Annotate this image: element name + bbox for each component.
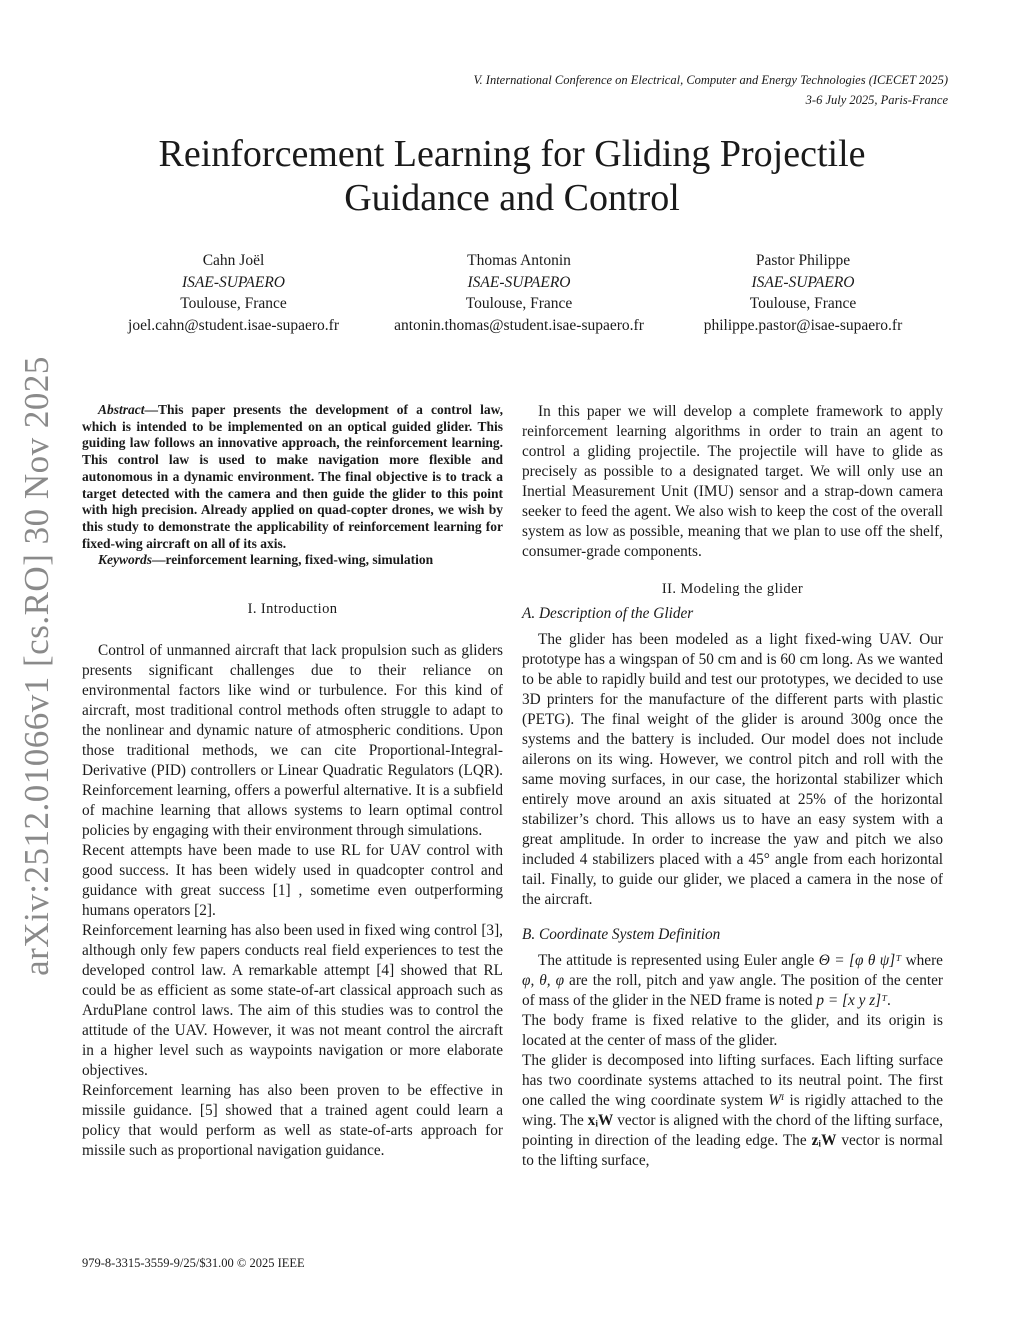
- position-equation: p = [x y z]ᵀ: [816, 992, 888, 1009]
- paragraph: [522, 1051, 943, 1171]
- keywords-label: Keywords: [98, 552, 152, 568]
- text-run: is rigidly attached to the wing. The: [522, 1092, 943, 1129]
- conference-date: 3-6 July 2025, Paris-France: [805, 93, 948, 107]
- wing-frame-symbol: Wⁱ: [768, 1092, 785, 1109]
- author-email: joel.cahn@student.isae-supaero.fr: [128, 316, 339, 334]
- author-affiliation: ISAE-SUPAERO: [181, 273, 286, 291]
- title-line-1: Reinforcement Learning for Gliding Projectile: [158, 133, 866, 175]
- title-line-2: Guidance and Control: [344, 177, 680, 219]
- copyright-footer: 979-8-3315-3559-9/25/$31.00 © 2025 IEEE: [82, 1256, 305, 1270]
- section-heading-modeling: II. Modeling the glider: [661, 581, 804, 597]
- abstract-text: This paper presents the development of a control law, which is intended to be implemented on an optical guided glider. This guiding law follows an innovative approach, the reinforcement learning. This control law is used to make navigation more flexible and autonomous in a dynamic environment. The final objective is to track a target detected with the camera and then guide the glider to this point with high precision. Already applied on quad-copter drones, we wish by this study to demonstrate the applicability of reinforcement learning for fixed-wing aircraft on all of its axis.: [82, 402, 503, 551]
- text-run: vector is aligned with the chord of the lifting surface, pointing in direction of the leading edge. The: [522, 1112, 943, 1149]
- paragraph: Reinforcement learning has also been used in fixed wing control [3], although only few papers conducts real field experiences to test the developed control law. A remarkable attempt [4] showed that RL could be as efficient as some state-of-art classical approach such as ArduPlane control laws. The aim of this studies was to control the attitude of the UAV. However, it was not meant control the aircraft in a higher level such as waypoints navigation or more elaborate objectives.: [82, 922, 503, 1080]
- text-run: .: [887, 992, 891, 1009]
- author-block: [668, 250, 938, 336]
- arxiv-stamp: arXiv:2512.01066v1 [cs.RO] 30 Nov 2025: [17, 356, 56, 976]
- author-email: antonin.thomas@student.isae-supaero.fr: [394, 316, 644, 334]
- text-run: The attitude is represented using Euler angle: [538, 952, 819, 969]
- paragraph: In this paper we will develop a complete framework to apply reinforcement learning algorithms in order to train an agent to control a gliding projectile. The projectile will have to glide as precisely as possible to a designated target. We will only use an Inertial Measurement Unit (IMU) sensor and a strap-down camera seeker to feed the agent. We also wish to keep the cost of the overall system as low as possible, meaning that we plan to use off the shelf, consumer-grade components.: [522, 403, 943, 560]
- abstract: Abstract—This paper presents the development of a control law, which is intended to be implemented on an optical guided glider. This guiding law follows an innovative approach, the reinforcement learning. This control law is used to make navigation more flexible and autonomous in a dynamic environment. The final objective is to track a target detected with the camera and then guide the glider to this point with high precision. Already applied on quad-copter drones, we wish by this study to demonstrate the applicability of reinforcement learning for fixed-wing aircraft on all of its axis.: [82, 402, 503, 551]
- conference-header: V. International Conference on Electrical, Computer and Energy Technologies (ICECET 2025): [473, 73, 948, 87]
- paragraph: Reinforcement learning has also been proven to be effective in missile guidance. [5] showed that a trained agent could learn a policy that would perform as well as state-of-arts approach for missile such as proportional navigation guidance.: [82, 1082, 503, 1160]
- author-email: philippe.pastor@isae-supaero.fr: [703, 316, 903, 334]
- paper-title: [0, 132, 1024, 220]
- angle-variables: φ, θ, φ: [522, 972, 565, 989]
- paragraph: Control of unmanned aircraft that lack propulsion such as gliders presents significant challenges due to their reliance on environmental factors like wind or turbulence. For this kind of aircraft, most traditional control methods often struggle to adapt to the nonlinear and dynamic nature of atmospheric conditions. Upon those traditional methods, we can cite Proportional-Integral-Derivative (PID) controllers or Linear Quadratic Regulators (LQR). Reinforcement learning, offers a powerful alternative. It is a subfield of machine learning that allows systems to learn optimal control policies by engaging with their environment through simulations.: [82, 642, 503, 840]
- keywords: Keywords—reinforcement learning, fixed-wing, simulation: [98, 552, 434, 568]
- author-name: Cahn Joël: [202, 252, 265, 269]
- section-heading-introduction: I. Introduction: [247, 601, 338, 618]
- subsection-heading-description: A. Description of the Glider: [522, 605, 694, 622]
- text-run: where: [901, 952, 943, 969]
- paragraph: The body frame is fixed relative to the glider, and its origin is located at the center of mass of the glider.: [522, 1012, 943, 1049]
- author-location: Toulouse, France: [180, 295, 287, 312]
- paragraph: [522, 951, 943, 1011]
- z-vector-symbol: zᵢW: [811, 1132, 837, 1149]
- x-vector-symbol: xᵢW: [587, 1112, 614, 1129]
- text-run: are the roll, pitch and yaw angle. The position of the center of mass of the glider in the NED frame is noted: [522, 972, 943, 1009]
- author-location: Toulouse, France: [749, 295, 857, 312]
- text-run: The glider is decomposed into lifting surfaces. Each lifting surface has two coordinate systems attached to its neutral point. The first one called the wing coordinate system: [522, 1052, 943, 1109]
- paragraph: Recent attempts have been made to use RL for UAV control with good success. It has been widely used in quadcopter control and guidance with great success [1] , sometime even outperforming humans operators [2].: [82, 842, 503, 920]
- author-affiliation: ISAE-SUPAERO: [467, 273, 571, 291]
- abstract-label: Abstract: [98, 402, 145, 417]
- author-block: [379, 250, 659, 336]
- text-run: vector is normal to the lifting surface,: [522, 1132, 943, 1169]
- right-column: [522, 402, 943, 1171]
- author-name: Thomas Antonin: [467, 252, 571, 269]
- keywords-text: reinforcement learning, fixed-wing, simulation: [165, 552, 434, 568]
- paragraph: The glider has been modeled as a light fixed-wing UAV. Our prototype has a wingspan of 50 cm and is 60 cm long. As we wanted to be able to rapidly build and test our prototypes, we decided to use 3D printers for the manufacture of the different parts with plastic (PETG). The final weight of the glider is around 300g once the systems and the battery is included. Our model does not include ailerons on its wing. However, we control pitch and roll with the same moving surfaces, in our case, the horizontal stabilizer which entirely move around an axis situated at 25% of the horizontal stabilizer’s chord. This allows us to have an easy system with a great amplitude. In order to increase the yaw and pitch we also included 4 stabilizers placed with a 45° angle from each horizontal tail. Finally, to guide our glider, we placed a camera in the nose of the aircraft.: [522, 631, 943, 908]
- author-location: Toulouse, France: [465, 295, 573, 312]
- left-column: [82, 402, 503, 1161]
- subsection-heading-coordinates: B. Coordinate System Definition: [522, 926, 721, 943]
- author-name: Pastor Philippe: [755, 252, 851, 269]
- author-block: [96, 250, 371, 336]
- author-affiliation: ISAE-SUPAERO: [751, 273, 855, 291]
- euler-angle-equation: Θ = [φ θ ψ]ᵀ: [818, 952, 902, 969]
